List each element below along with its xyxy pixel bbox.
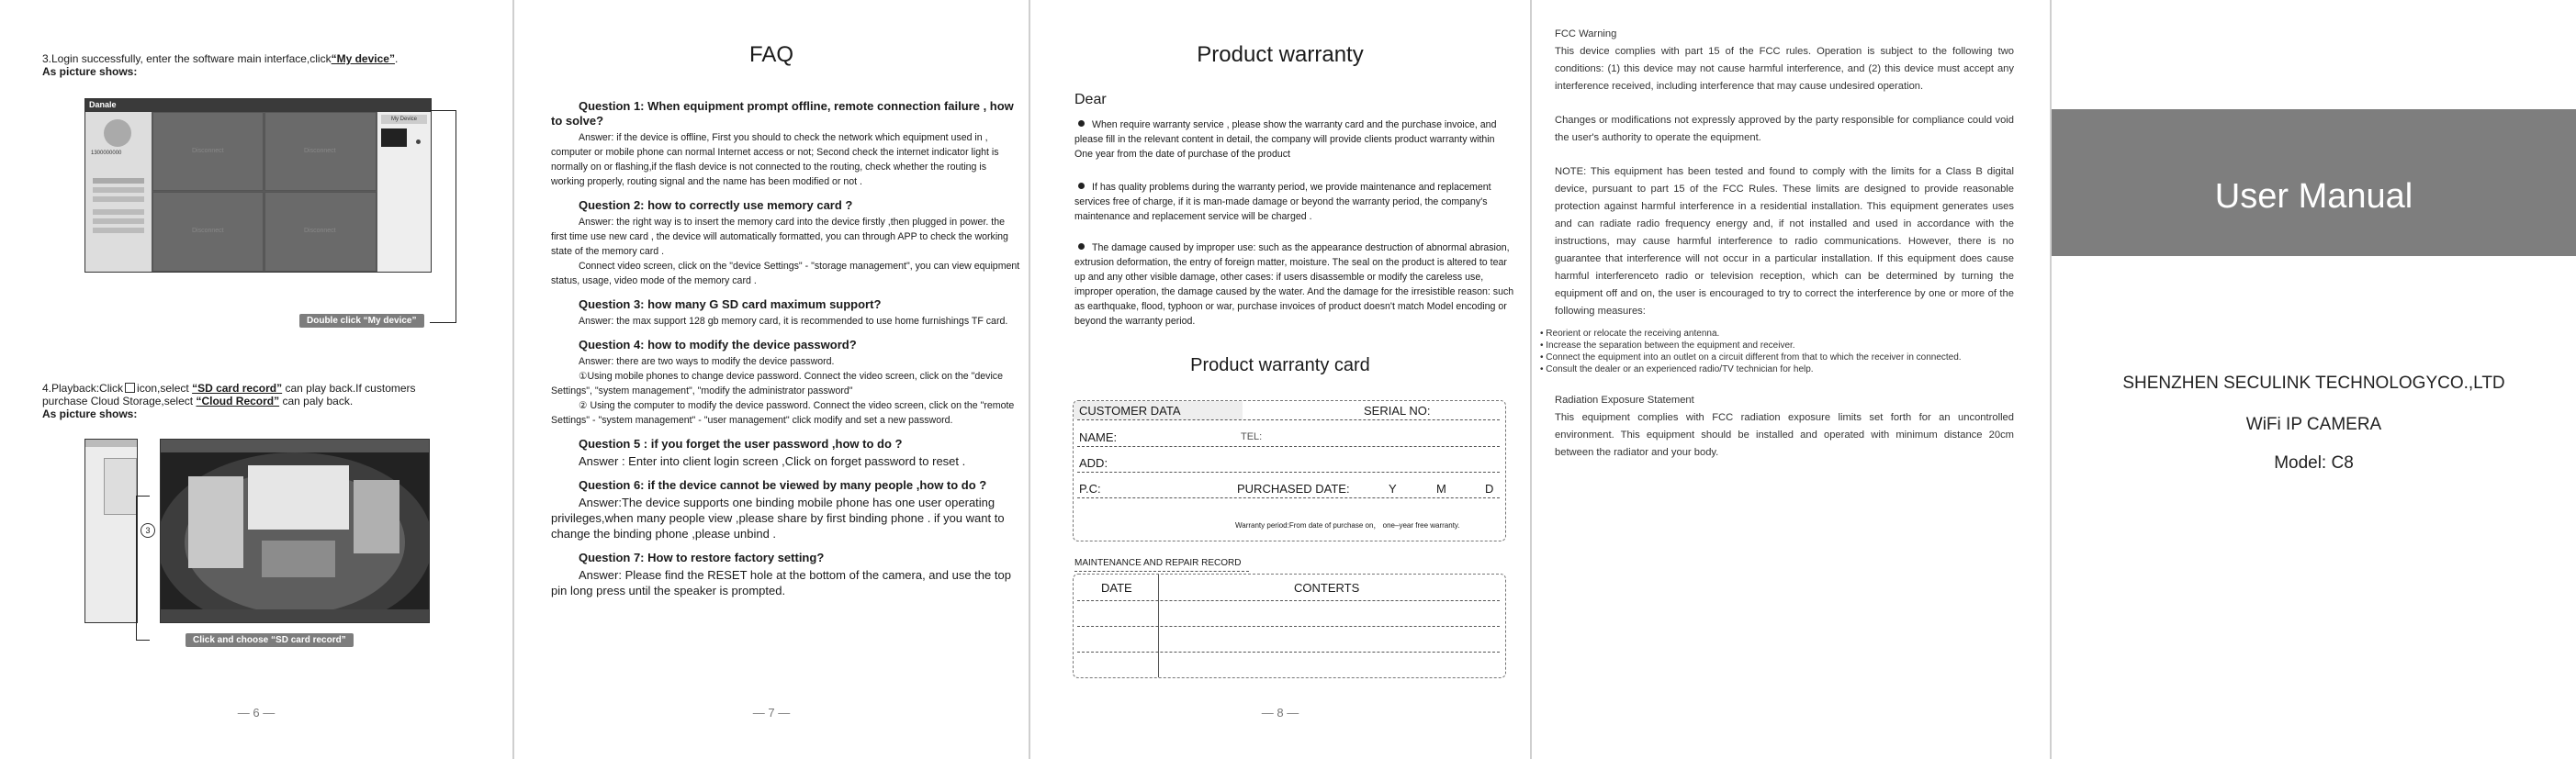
as-picture-shows-1: As picture shows:	[42, 65, 138, 78]
bullet-icon	[1078, 243, 1085, 250]
maintenance-table	[1073, 574, 1506, 678]
sidebar-button[interactable]	[93, 228, 144, 233]
video-cell-label: Disconnect	[304, 228, 336, 234]
cloud-record-link: “Cloud Record”	[196, 395, 280, 407]
field-rule	[1077, 472, 1500, 473]
year-label: Y	[1389, 482, 1397, 496]
warranty-item-2: If has quality problems during the warranty period, we provide maintenance and replacement services free of charge, if it is man-made damage or beyond the warranty period, the company's maintenance and replacement service will be charged .	[1074, 182, 1491, 222]
camera-fisheye-image	[161, 440, 429, 622]
model-number: Model: C8	[2274, 453, 2354, 473]
page-number-6: — 6 —	[237, 706, 276, 720]
sidebar-button[interactable]	[93, 218, 144, 224]
list-item: • Increase the separation between the equipment and receiver.	[1540, 340, 2014, 352]
answer-1: Answer: if the device is offline, First you should to check the network which equipment used in , computer or mobile phone can normal Internet access or not; Second check the internet indicator light is normally on or flashing,if the flash device is not connected to the routing, check whether the routing is working properly, routing signal and the name has been modified or not .	[551, 132, 999, 187]
customer-data-label: CUSTOMER DATA	[1079, 404, 1181, 418]
date-column-header: DATE	[1101, 581, 1132, 595]
faq-body	[551, 90, 1021, 598]
device-panel	[377, 112, 431, 272]
fcc-paragraph-1: This device complies with part 15 of the FCC rules. Operation is subject to the following two conditions: (1) this device may not cause harmful interference, and (2) this device must accept any interference received, including interference that may cause undesired operation.	[1555, 46, 2014, 92]
my-device-link: “My device”	[331, 52, 395, 65]
product-name: WiFi IP CAMERA	[2245, 415, 2382, 434]
video-cell-label: Disconnect	[304, 148, 336, 154]
app-title-bar	[85, 99, 431, 112]
faq-title: FAQ	[748, 42, 793, 67]
step-3-text: 3.Login successfully, enter the software main interface,click“My device”. As picture shows:	[42, 52, 399, 78]
device-id: 1300000000	[91, 151, 122, 156]
radiation-paragraph: This equipment complies with FCC radiation exposure limits set forth for an uncontrolled environment. This equipment should be installed and operated with minimum distance 20cm between the radiator and your body.	[1555, 412, 2014, 458]
page-number-8: — 8 —	[1261, 706, 1299, 720]
answer-2a: Answer: the right way is to insert the memory card into the device firstly ,then plugged in power. the first time use new card , the device will automatically formatted, you can through APP to check the working state of the memory card .	[551, 217, 1008, 257]
answer-4b: ①Using mobile phones to change device password. Connect the video screen, click on the "device Settings", "system management", "modify the administrator password"	[551, 371, 1003, 396]
field-rule	[1074, 571, 1249, 572]
record-menu[interactable]	[104, 458, 137, 515]
app-side-list	[84, 439, 138, 623]
fcc-paragraph-2: Changes or modifications not expressly approved by the party responsible for compliance could void the user's authority to operate the equipment.	[1555, 115, 2014, 143]
app-logo: Danale	[89, 100, 117, 109]
company-name: SHENZHEN SECULINK TECHNOLOGYCO.,LTD	[2122, 374, 2505, 393]
warranty-period-note: Warranty period:From date of purchase on， one–year free warranty.	[1235, 521, 1460, 530]
pc-label: P.C:	[1079, 482, 1101, 496]
video-cell[interactable]	[264, 112, 377, 191]
list-header	[85, 440, 137, 447]
sidebar-button[interactable]	[93, 178, 144, 184]
app-screenshot-main	[84, 98, 432, 273]
page-8	[1030, 0, 1530, 759]
as-picture-shows-2: As picture shows:	[42, 407, 138, 420]
user-manual-title: User Manual	[2214, 177, 2413, 216]
question-3: Question 3: how many G SD card maximum support?	[579, 297, 882, 311]
answer-2b: Connect video screen, click on the "device Settings" - "storage management", you can view equipment status, usage, video mode of the memory card .	[551, 261, 1020, 286]
callout-sd-card: Click and choose “SD card record”	[186, 633, 354, 647]
tel-label: TEL:	[1241, 431, 1263, 442]
page-10-cover	[2052, 0, 2576, 759]
page-7	[514, 0, 1029, 759]
serial-no-label: SERIAL NO:	[1364, 404, 1431, 418]
video-cell[interactable]	[152, 192, 264, 272]
warranty-item-1: When require warranty service , please show the warranty card and the purchase invoice, and please fill in the relevant content in detail, the company will provide clients product warranty within One year from the date of purchase of the product	[1074, 119, 1497, 160]
radiation-heading: Radiation Exposure Statement	[1555, 395, 1694, 406]
step-4-text: 4.Playback:Click icon,select “SD card record” can play back.If customers purchase Cloud Storage,select “Cloud Record” can paly back. As picture shows:	[42, 382, 416, 420]
page-number-7: — 7 —	[752, 706, 791, 720]
answer-3: Answer: the max support 128 gb memory card, it is recommended to use home furnishings TF card.	[579, 316, 1008, 327]
warranty-title: Product warranty	[1197, 42, 1364, 67]
answer-7: Answer: Please find the RESET hole at the bottom of the camera, and use the top pin long press until the speaker is prompted.	[551, 568, 1011, 597]
warranty-card-title: Product warranty card	[1190, 355, 1370, 375]
field-rule	[1077, 446, 1500, 447]
bullet-icon	[1078, 120, 1085, 127]
table-row-rule	[1077, 626, 1500, 627]
fcc-heading: FCC Warning	[1555, 28, 1617, 39]
question-6: Question 6: if the device cannot be viewed by many people ,how to do ?	[579, 478, 987, 492]
answer-5: Answer : Enter into client login screen ,Click on forget password to reset .	[579, 454, 966, 468]
field-rule	[1077, 419, 1500, 420]
sidebar-button[interactable]	[93, 209, 144, 215]
question-1: Question 1: When equipment prompt offline, remote connection failure , how to solve?	[551, 99, 1014, 128]
fcc-statement	[1546, 26, 2014, 478]
video-cell[interactable]	[152, 112, 264, 191]
callout-double-click: Double click “My device”	[299, 314, 424, 328]
warranty-item-3: The damage caused by improper use: such as the appearance destruction of abnormal abrasion, extrusion deformation, the entry of foreign matter, moisture. The seal on the product is altered to tear up and any other visible damage, other cases: if users disassemble or modify the careless use, improper operation, the damage caused by the water. And the damage for the irresistible reason: such as earthquake, flood, typhoon or war, purchase invoices of product doesn't match Model encoding or beyond the warranty period.	[1074, 242, 1514, 327]
month-label: M	[1436, 482, 1446, 496]
callout-leader-2	[136, 496, 150, 641]
answer-4a: Answer: there are two ways to modify the device password.	[579, 356, 835, 367]
contents-column-header: CONTERTS	[1294, 581, 1360, 595]
sidebar-button[interactable]	[93, 196, 144, 202]
answer-4c: ② Using the computer to modify the device password. Connect the video screen, click on the "remote Settings" - "system management" - "user management" click modify and set a new password.	[551, 400, 1015, 426]
list-item: • Reorient or relocate the receiving antenna.	[1540, 328, 2014, 340]
dear-salutation: Dear	[1074, 92, 1107, 107]
my-device-tab[interactable]: My Device	[381, 115, 427, 124]
playback-icon	[125, 383, 135, 393]
list-item: • Connect the equipment into an outlet on a circuit different from that to which the receiver in connected.	[1540, 352, 2014, 363]
camera-view-screenshot	[160, 439, 430, 623]
title-band	[2052, 109, 2576, 256]
question-5: Question 5 : if you forget the user password ,how to do ?	[579, 437, 903, 451]
day-label: D	[1485, 482, 1494, 496]
fcc-measures-list	[1540, 328, 2014, 375]
page-9	[1532, 0, 2050, 759]
add-label: ADD:	[1079, 456, 1108, 470]
callout-leader-1	[430, 110, 456, 323]
avatar	[104, 119, 131, 147]
bullet-icon	[1078, 183, 1085, 189]
maintenance-record-title: MAINTENANCE AND REPAIR RECORD	[1074, 558, 1242, 568]
table-row-rule	[1077, 600, 1500, 601]
warranty-card	[1073, 400, 1506, 541]
field-rule	[1077, 497, 1500, 498]
video-cell-label: Disconnect	[192, 148, 224, 154]
app-sidebar	[85, 112, 152, 272]
sidebar-button[interactable]	[93, 187, 144, 193]
settings-icon[interactable]	[416, 140, 421, 144]
page-6	[0, 0, 512, 759]
table-row-rule	[1077, 652, 1500, 653]
answer-6: Answer:The device supports one binding mobile phone has one user operating privileges,when many people view ,please share by first binding phone . if you want to change the binding phone ,please unbind .	[551, 496, 1005, 541]
name-label: NAME:	[1079, 430, 1118, 444]
sd-card-record-link: “SD card record”	[192, 382, 283, 395]
question-4: Question 4: how to modify the device password?	[579, 338, 857, 352]
step-badge-3: 3	[141, 523, 155, 538]
video-grid	[152, 112, 377, 272]
video-cell-label: Disconnect	[192, 228, 224, 234]
video-cell[interactable]	[264, 192, 377, 272]
device-thumbnail[interactable]	[381, 128, 407, 147]
list-item: • Consult the dealer or an experienced radio/TV technician for help.	[1540, 363, 2014, 375]
purchased-date-label: PURCHASED DATE:	[1237, 482, 1350, 496]
fcc-paragraph-3: NOTE: This equipment has been tested and found to comply with the limits for a Class B digital device, pursuant to part 15 of the FCC Rules. These limits are designed to provide reasonable protection against harmful interference in a residential installation. This equipment generates uses and can radiate radio frequency energy and, if not installed and used in accordance with the instructions, may cause harmful interference to radio communications. However, there is no guarantee that interference will not occur in a particular installation. If this equipment does cause harmful interferenceto radio or television reception, which can be determined by turning the equipment off and on, the user is encouraged to try to correct the interference by one or more of the following measures:	[1555, 166, 2014, 317]
question-7: Question 7: How to restore factory setting?	[579, 551, 825, 564]
question-2: Question 2: how to correctly use memory card ?	[579, 198, 853, 212]
